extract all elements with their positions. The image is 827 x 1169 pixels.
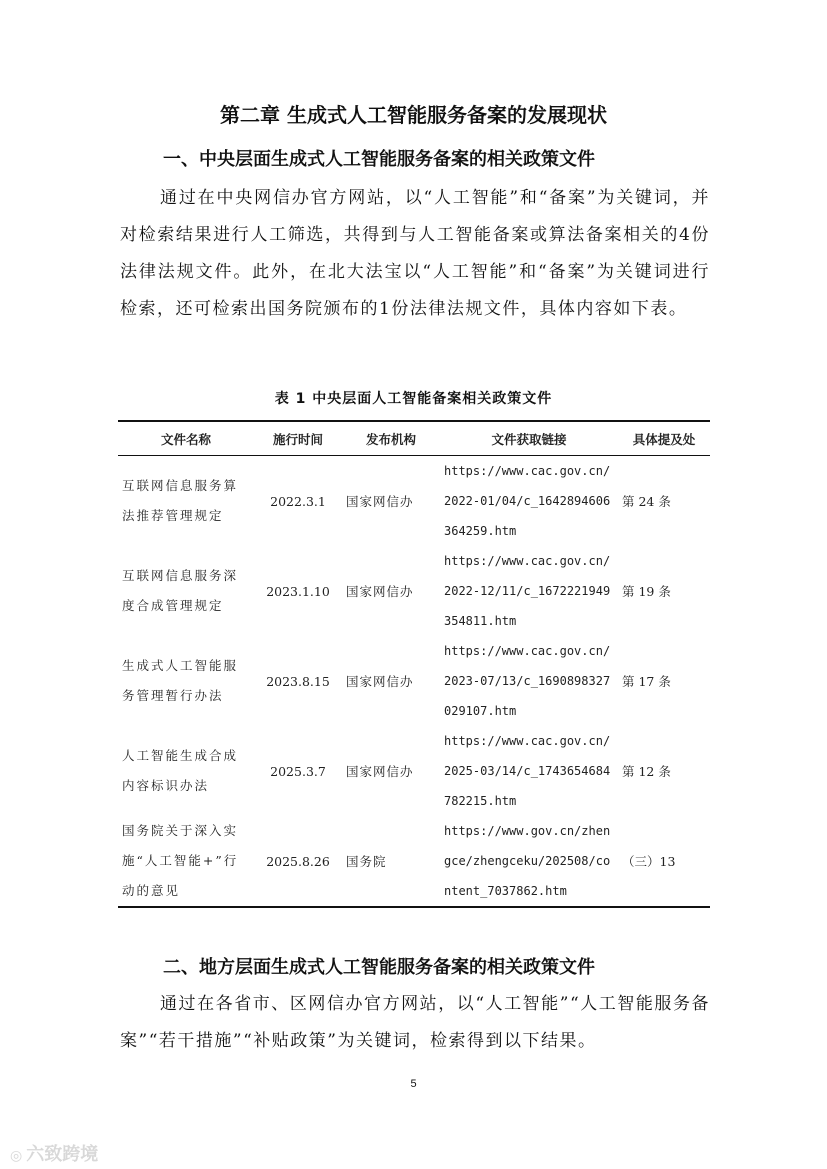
header-link: 文件获取链接 [491, 431, 567, 447]
cell-name: 生成式人工智能服务管理暂行办法 [122, 658, 239, 703]
cell-ref: 第 24 条 [622, 494, 671, 509]
cell-date: 2023.8.15 [266, 673, 330, 689]
watermark [10, 1140, 98, 1166]
cell-link[interactable]: https://www.cac.gov.cn/2025-03/14/c_1743654684782215.htm [444, 734, 611, 808]
cell-link[interactable]: https://www.cac.gov.cn/2022-12/11/c_1672221949354811.htm [444, 554, 611, 628]
cell-name: 人工智能生成合成内容标识办法 [122, 748, 239, 793]
watermark-logo-icon: ◎ [10, 1148, 23, 1164]
cell-date: 2025.3.7 [270, 763, 326, 779]
cell-link[interactable]: https://www.cac.gov.cn/2022-01/04/c_1642894606364259.htm [444, 464, 611, 538]
header-name: 文件名称 [160, 431, 211, 447]
cell-date: 2022.3.1 [270, 493, 326, 509]
table-row [118, 546, 710, 636]
cell-org: 国家网信办 [346, 674, 414, 689]
cell-org: 国家网信办 [346, 764, 414, 779]
table-row [118, 636, 710, 726]
cell-date: 2025.8.26 [266, 853, 330, 869]
table-row [118, 456, 710, 547]
cell-link[interactable]: https://www.gov.cn/zhengce/zhengceku/202508/content_7037862.htm [444, 824, 611, 898]
cell-name: 国务院关于深入实施“人工智能+”行动的意见 [122, 823, 239, 898]
cell-ref: 第 12 条 [622, 764, 671, 779]
cell-ref: 第 19 条 [622, 584, 671, 599]
chapter-title: 第二章 生成式人工智能服务备案的发展现状 [220, 103, 607, 127]
page-number: 5 [410, 1078, 417, 1090]
table-row [118, 726, 710, 816]
cell-name: 互联网信息服务算法推荐管理规定 [122, 478, 239, 523]
cell-org: 国务院 [346, 854, 387, 869]
header-ref: 具体提及处 [632, 431, 696, 447]
cell-org: 国家网信办 [346, 584, 414, 599]
cell-name: 互联网信息服务深度合成管理规定 [122, 568, 239, 613]
cell-org: 国家网信办 [346, 494, 414, 509]
table-row [118, 816, 710, 907]
policy-table [118, 420, 710, 908]
section2-heading: 二、地方层面生成式人工智能服务备案的相关政策文件 [163, 957, 595, 978]
header-org: 发布机构 [365, 431, 416, 447]
cell-ref: 第 17 条 [622, 674, 671, 689]
section2-paragraph: 通过在各省市、区网信办官方网站，以“人工智能”“人工智能服务备案”“若干措施”“补贴政策”为关键词，检索得到以下结果。 [120, 994, 710, 1051]
header-date: 施行时间 [272, 431, 323, 447]
section1-paragraph: 通过在中央网信办官方网站，以“人工智能”和“备案”为关键词，并对检索结果进行人工筛选，共得到与人工智能备案或算法备案相关的4份法律法规文件。此外，在北大法宝以“人工智能”和“备案”为关键词进行检索，还可检索出国务院颁布的1份法律法规文件，具体内容如下表。 [120, 188, 710, 319]
table-header-row [118, 421, 710, 456]
table-caption: 表 1 中央层面人工智能备案相关政策文件 [274, 391, 553, 407]
section1-heading: 一、中央层面生成式人工智能服务备案的相关政策文件 [163, 149, 595, 170]
cell-date: 2023.1.10 [266, 583, 330, 599]
cell-ref: （三）13 [622, 854, 676, 869]
cell-link[interactable]: https://www.cac.gov.cn/2023-07/13/c_1690898327029107.htm [444, 644, 611, 718]
watermark-text: 六致跨境 [26, 1144, 99, 1165]
